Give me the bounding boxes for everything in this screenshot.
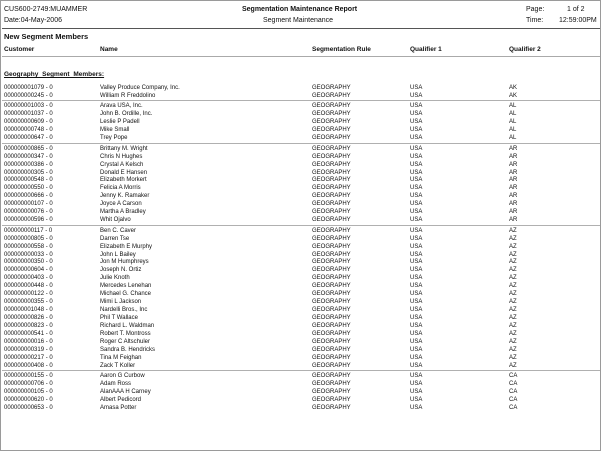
segmentation-rule: GEOGRAPHY: [312, 267, 351, 274]
qualifier-1: USA: [410, 405, 423, 412]
customer-name: Tina M Feighan: [100, 354, 142, 361]
customer-name: Nardelli Bros., Inc: [100, 307, 148, 314]
table-row: [1, 161, 601, 169]
page-label: Page:: [526, 6, 545, 13]
customer-name: Joyce A Carson: [100, 201, 142, 208]
segmentation-rule: GEOGRAPHY: [312, 153, 351, 160]
customer-name: John L Bailey: [100, 251, 136, 258]
customer-id: 000000000748 - 0: [4, 127, 53, 134]
qualifier-1: USA: [410, 275, 423, 282]
qualifier-1: USA: [410, 362, 423, 369]
table-row: [1, 216, 601, 224]
qualifier-1: USA: [410, 119, 423, 126]
qualifier-2: AZ: [509, 331, 517, 337]
customer-name: Aaron G Curbow: [100, 373, 145, 380]
segmentation-rule: GEOGRAPHY: [312, 291, 351, 298]
qualifier-1: USA: [410, 354, 423, 361]
table-row: [1, 290, 601, 298]
qualifier-2: AR: [509, 145, 518, 152]
segmentation-rule: GEOGRAPHY: [312, 346, 351, 353]
table-row: [1, 84, 601, 92]
customer-name: John B. Ordille, Inc.: [100, 111, 153, 118]
qualifier-1: USA: [410, 127, 423, 134]
report-date: Date:04-May-2006: [4, 17, 62, 24]
table-row: [1, 243, 601, 251]
table-row: [1, 314, 601, 322]
report-subtitle: Segment Maintenance: [263, 17, 334, 24]
customer-id: 000000000386 - 0: [4, 161, 53, 168]
report-user-id: CUS600-2749:MUAMMER: [4, 6, 88, 13]
customer-id: 000000000666 - 0: [4, 193, 53, 200]
customer-name: Whit Ojalvo: [100, 217, 131, 224]
qualifier-1: USA: [410, 259, 423, 266]
segmentation-rule: GEOGRAPHY: [312, 227, 351, 234]
table-row: [1, 169, 601, 177]
qualifier-1: USA: [410, 201, 423, 208]
table-row: [1, 176, 601, 184]
table-row: [1, 235, 601, 243]
qualifier-1: USA: [410, 307, 423, 314]
customer-id: 000000000122 - 0: [4, 291, 53, 298]
customer-id: 000000000217 - 0: [4, 354, 53, 361]
customer-id: 000000000347 - 0: [4, 153, 53, 160]
segmentation-rule: GEOGRAPHY: [312, 389, 351, 396]
segmentation-rule: GEOGRAPHY: [312, 315, 351, 322]
qualifier-2: AZ: [509, 362, 517, 369]
table-row: [1, 388, 601, 396]
customer-name: Martha A Bradley: [100, 209, 146, 216]
qualifier-2: AZ: [509, 267, 517, 274]
qualifier-2: AR: [509, 161, 518, 168]
customer-name: Phil T Wallace: [100, 315, 138, 322]
qualifier-1: USA: [410, 331, 423, 337]
customer-id: 000000000541 - 0: [4, 331, 53, 337]
segmentation-rule: GEOGRAPHY: [312, 209, 351, 216]
table-row: [1, 251, 601, 259]
qualifier-2: AZ: [509, 315, 517, 322]
qualifier-2: AL: [509, 119, 517, 126]
customer-name: Jon M Humphreys: [100, 259, 149, 266]
customer-id: 000000000823 - 0: [4, 323, 53, 330]
segmentation-rule: GEOGRAPHY: [312, 217, 351, 224]
table-row: [1, 354, 601, 362]
qualifier-1: USA: [410, 185, 423, 192]
customer-name: Robert T. Montross: [100, 331, 151, 337]
qualifier-2: AR: [509, 185, 518, 192]
table-row: [1, 380, 601, 388]
qualifier-1: USA: [410, 227, 423, 234]
qualifier-2: AK: [509, 92, 518, 99]
customer-name: Mercedes Lenehan: [100, 283, 152, 290]
qualifier-1: USA: [410, 103, 423, 110]
table-row: [1, 266, 601, 274]
table-row: [1, 362, 601, 370]
qualifier-2: CA: [509, 405, 518, 412]
qualifier-1: USA: [410, 283, 423, 290]
qualifier-1: USA: [410, 299, 423, 306]
group-title: Geography Segment Members:: [4, 71, 105, 78]
qualifier-1: USA: [410, 315, 423, 322]
segmentation-rule: GEOGRAPHY: [312, 331, 351, 337]
customer-name: Elizabeth Morkert: [100, 177, 147, 184]
customer-id: 000000000117 - 0: [4, 227, 53, 234]
table-row: [1, 372, 601, 380]
customer-name: Chris N Hughes: [100, 153, 143, 160]
table-row: [1, 404, 601, 412]
qualifier-1: USA: [410, 209, 423, 216]
qualifier-1: USA: [410, 177, 423, 184]
customer-name: Trey Pope: [100, 135, 128, 142]
segmentation-rule: GEOGRAPHY: [312, 338, 351, 345]
table-row: [1, 258, 601, 266]
group-divider: [2, 143, 600, 144]
table-row: [1, 153, 601, 161]
customer-name: Brittany M. Wright: [100, 145, 148, 152]
table-row: [1, 118, 601, 126]
qualifier-2: CA: [509, 389, 518, 396]
table-row: [1, 102, 601, 110]
qualifier-1: USA: [410, 251, 423, 258]
customer-id: 000000000355 - 0: [4, 299, 53, 306]
customer-id: 000000000105 - 0: [4, 389, 53, 396]
customer-id: 000000000706 - 0: [4, 381, 53, 388]
customer-name: Donald E Hansen: [100, 169, 148, 176]
qualifier-2: AZ: [509, 243, 517, 250]
customer-id: 000000000033 - 0: [4, 251, 53, 258]
qualifier-2: AZ: [509, 235, 517, 242]
group-divider: [2, 225, 600, 226]
qualifier-2: AZ: [509, 323, 517, 330]
customer-name: Mike Small: [100, 127, 130, 134]
column-header-name: Name: [100, 46, 118, 53]
customer-name: William R Freddolino: [100, 92, 156, 99]
column-header-rule: Segmentation Rule: [312, 46, 371, 53]
table-row: [1, 145, 601, 153]
segmentation-rule: GEOGRAPHY: [312, 373, 351, 380]
qualifier-1: USA: [410, 169, 423, 176]
column-header-qualifier-2: Qualifier 2: [509, 46, 541, 53]
customer-id: 000000001079 - 0: [4, 85, 53, 91]
table-row: [1, 200, 601, 208]
qualifier-1: USA: [410, 153, 423, 160]
time-label: Time:: [526, 17, 544, 24]
table-row: [1, 126, 601, 134]
customer-id: 000000000647 - 0: [4, 135, 53, 142]
segmentation-rule: GEOGRAPHY: [312, 251, 351, 258]
customer-id: 000000000604 - 0: [4, 267, 53, 274]
table-row: [1, 396, 601, 404]
table-row: [1, 282, 601, 290]
segmentation-rule: GEOGRAPHY: [312, 259, 351, 266]
qualifier-2: AR: [509, 169, 518, 176]
qualifier-2: AZ: [509, 307, 517, 314]
customer-id: 000000000016 - 0: [4, 338, 53, 345]
customer-name: Sandra B. Hendricks: [100, 346, 156, 353]
table-row: [1, 92, 601, 100]
qualifier-2: AR: [509, 209, 518, 216]
customer-id: 000000000076 - 0: [4, 209, 53, 216]
table-row: [1, 306, 601, 314]
customer-name: Joseph N. Ortiz: [100, 267, 142, 274]
group-divider: [2, 370, 600, 371]
customer-id: 000000001037 - 0: [4, 111, 53, 118]
segmentation-rule: GEOGRAPHY: [312, 275, 351, 282]
segmentation-rule: GEOGRAPHY: [312, 243, 351, 250]
segmentation-rule: GEOGRAPHY: [312, 127, 351, 134]
qualifier-2: AZ: [509, 259, 517, 266]
customer-id: 000000000805 - 0: [4, 235, 53, 242]
table-row: [1, 110, 601, 118]
qualifier-2: AL: [509, 103, 517, 110]
customer-name: Leslie P Padell: [100, 119, 140, 126]
qualifier-1: USA: [410, 397, 423, 404]
customer-name: Arava USA, Inc.: [100, 103, 143, 110]
qualifier-2: AZ: [509, 338, 517, 345]
segmentation-rule: GEOGRAPHY: [312, 111, 351, 118]
customer-id: 000000000653 - 0: [4, 405, 53, 412]
segmentation-rule: GEOGRAPHY: [312, 397, 351, 404]
customer-name: Ben C. Caver: [100, 227, 137, 234]
customer-id: 000000001048 - 0: [4, 307, 53, 314]
qualifier-2: AR: [509, 153, 518, 160]
member-table: [1, 1, 601, 451]
qualifier-1: USA: [410, 92, 423, 99]
qualifier-1: USA: [410, 346, 423, 353]
customer-id: 000000000448 - 0: [4, 283, 53, 290]
table-row: [1, 192, 601, 200]
customer-id: 000000000550 - 0: [4, 185, 53, 192]
qualifier-2: AZ: [509, 346, 517, 353]
qualifier-1: USA: [410, 291, 423, 298]
customer-id: 000000000826 - 0: [4, 315, 53, 322]
customer-id: 000000000305 - 0: [4, 169, 53, 176]
qualifier-2: AR: [509, 201, 518, 208]
qualifier-1: USA: [410, 85, 423, 91]
qualifier-2: AZ: [509, 299, 517, 306]
customer-name: Michael G. Chance: [100, 291, 152, 298]
segmentation-rule: GEOGRAPHY: [312, 169, 351, 176]
qualifier-1: USA: [410, 373, 423, 380]
table-row: [1, 227, 601, 235]
qualifier-1: USA: [410, 145, 423, 152]
segmentation-rule: GEOGRAPHY: [312, 323, 351, 330]
qualifier-2: AZ: [509, 354, 517, 361]
customer-id: 000000000107 - 0: [4, 201, 53, 208]
qualifier-2: AR: [509, 193, 518, 200]
qualifier-2: AK: [509, 85, 518, 91]
segmentation-rule: GEOGRAPHY: [312, 362, 351, 369]
table-row: [1, 330, 601, 338]
qualifier-2: AZ: [509, 291, 517, 298]
qualifier-1: USA: [410, 323, 423, 330]
qualifier-2: AR: [509, 217, 518, 224]
customer-name: Julie Knoth: [100, 275, 130, 282]
segmentation-rule: GEOGRAPHY: [312, 299, 351, 306]
qualifier-1: USA: [410, 338, 423, 345]
qualifier-1: USA: [410, 235, 423, 242]
qualifier-1: USA: [410, 381, 423, 388]
customer-name: Albert Pedicord: [100, 397, 142, 404]
report-title: Segmentation Maintenance Report: [242, 6, 358, 13]
segmentation-rule: GEOGRAPHY: [312, 381, 351, 388]
table-row: [1, 346, 601, 354]
qualifier-2: AL: [509, 111, 517, 118]
qualifier-2: AZ: [509, 283, 517, 290]
qualifier-1: USA: [410, 161, 423, 168]
customer-name: Jenny K. Ramaker: [100, 193, 150, 200]
segmentation-rule: GEOGRAPHY: [312, 201, 351, 208]
customer-id: 000000000865 - 0: [4, 145, 53, 152]
group-divider: [2, 100, 600, 101]
customer-name: Mimi L Jackson: [100, 299, 142, 306]
segmentation-rule: GEOGRAPHY: [312, 135, 351, 142]
segmentation-rule: GEOGRAPHY: [312, 193, 351, 200]
customer-id: 000000000609 - 0: [4, 119, 53, 126]
qualifier-1: USA: [410, 135, 423, 142]
customer-name: Elizabeth E Murphy: [100, 243, 153, 250]
customer-name: Crystal A Kelsch: [100, 161, 144, 168]
table-row: [1, 274, 601, 282]
table-row: [1, 322, 601, 330]
qualifier-1: USA: [410, 217, 423, 224]
table-row: [1, 338, 601, 346]
customer-id: 000000000558 - 0: [4, 243, 53, 250]
customer-name: Zack T Koller: [100, 362, 136, 369]
customer-name: Darren Tse: [100, 235, 130, 242]
segmentation-rule: GEOGRAPHY: [312, 283, 351, 290]
segmentation-rule: GEOGRAPHY: [312, 145, 351, 152]
table-row: [1, 184, 601, 192]
section-title: New Segment Members: [4, 32, 89, 41]
qualifier-2: CA: [509, 373, 518, 380]
customer-id: 000000000408 - 0: [4, 362, 53, 369]
qualifier-1: USA: [410, 389, 423, 396]
customer-id: 000000000548 - 0: [4, 177, 53, 184]
customer-name: Richard L. Waldman: [100, 323, 155, 330]
qualifier-2: AZ: [509, 251, 517, 258]
customer-name: Valley Produce Company, Inc.: [100, 85, 180, 91]
segmentation-rule: GEOGRAPHY: [312, 161, 351, 168]
segmentation-rule: GEOGRAPHY: [312, 103, 351, 110]
segmentation-rule: GEOGRAPHY: [312, 307, 351, 314]
segmentation-rule: GEOGRAPHY: [312, 92, 351, 99]
segmentation-rule: GEOGRAPHY: [312, 185, 351, 192]
page-number: 1 of 2: [567, 6, 585, 13]
segmentation-rule: GEOGRAPHY: [312, 235, 351, 242]
customer-id: 000000000155 - 0: [4, 373, 53, 380]
customer-name: Amasa Potter: [100, 405, 137, 412]
customer-id: 000000000245 - 0: [4, 92, 53, 99]
report-time: 12:59:00PM: [559, 17, 597, 24]
segmentation-rule: GEOGRAPHY: [312, 119, 351, 126]
qualifier-2: AL: [509, 135, 517, 142]
table-row: [1, 298, 601, 306]
table-row: [1, 134, 601, 142]
column-header-customer: Customer: [4, 46, 35, 53]
segmentation-rule: GEOGRAPHY: [312, 177, 351, 184]
qualifier-2: AZ: [509, 227, 517, 234]
qualifier-2: AZ: [509, 275, 517, 282]
qualifier-2: CA: [509, 381, 518, 388]
qualifier-1: USA: [410, 243, 423, 250]
qualifier-2: AL: [509, 127, 517, 134]
customer-name: Adam Ross: [100, 381, 132, 388]
column-header-qualifier-1: Qualifier 1: [410, 46, 442, 53]
customer-id: 000000000350 - 0: [4, 259, 53, 266]
qualifier-2: CA: [509, 397, 518, 404]
customer-id: 000000000403 - 0: [4, 275, 53, 282]
qualifier-1: USA: [410, 267, 423, 274]
segmentation-rule: GEOGRAPHY: [312, 85, 351, 91]
customer-id: 000000001003 - 0: [4, 103, 53, 110]
segmentation-rule: GEOGRAPHY: [312, 405, 351, 412]
qualifier-1: USA: [410, 193, 423, 200]
segmentation-rule: GEOGRAPHY: [312, 354, 351, 361]
qualifier-1: USA: [410, 111, 423, 118]
customer-id: 000000000620 - 0: [4, 397, 53, 404]
customer-name: Felicia A Morris: [100, 185, 141, 192]
customer-id: 000000000319 - 0: [4, 346, 53, 353]
customer-id: 000000000596 - 0: [4, 217, 53, 224]
customer-name: AlanAAA H Carney: [100, 389, 151, 396]
customer-name: Roger C Altschuler: [100, 338, 151, 345]
qualifier-2: AR: [509, 177, 518, 184]
table-row: [1, 208, 601, 216]
